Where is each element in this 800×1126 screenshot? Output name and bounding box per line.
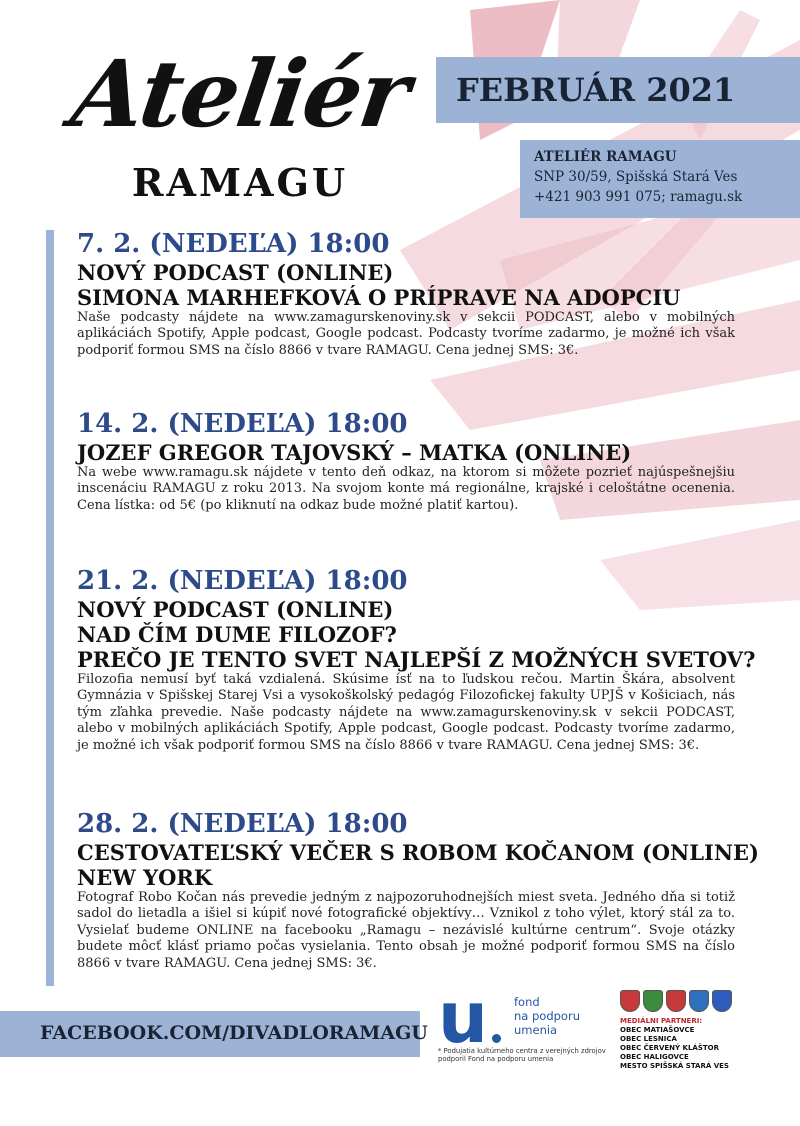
facebook-link[interactable]: FACEBOOK.COM/DIVADLORAMAGU	[40, 1022, 428, 1044]
fond-logo-text	[514, 995, 614, 1037]
logo-subtitle: RAMAGU	[131, 160, 349, 205]
event-description: Naše podcasty nájdete na www.zamagurskenoviny.sk v sekcii PODCAST, alebo v mobilných aplikáciách Spotify, Apple podcast, Google podcast. Podcasty tvoríme zadarmo, je možné ich však podporiť formou SMS na číslo 8866 v tvare RAMAGU. Cena jednej SMS: 3€.	[77, 310, 735, 358]
crest-icon	[620, 990, 640, 1012]
event-title: PREČO JE TENTO SVET NAJLEPŠÍ Z MOŽNÝCH SVETOV?	[77, 647, 756, 672]
media-partners	[620, 1017, 800, 1071]
address-street: SNP 30/59, Spišská Stará Ves	[534, 169, 738, 185]
crest-icon	[666, 990, 686, 1012]
fond-logo-dot	[492, 1034, 501, 1043]
address-box	[520, 140, 800, 218]
month-banner	[436, 57, 800, 123]
event-date: 28. 2. (NEDEĽA) 18:00	[77, 809, 408, 839]
fond-line: fond	[514, 995, 540, 1009]
partner-name: OBEC LESNICA	[620, 1035, 677, 1043]
fond-line: umenia	[514, 1023, 558, 1037]
event-title: NEW YORK	[77, 865, 213, 890]
fond-note: * Podujatia kultúrneho centra z verejných zdrojov podporil Fond na podporu umenia	[438, 1047, 606, 1064]
address-contact: +421 903 991 075; ramagu.sk	[534, 189, 743, 205]
partner-name: OBEC MATIAŠOVCE	[620, 1026, 695, 1034]
event-item	[77, 808, 759, 972]
event-date: 7. 2. (NEDEĽA) 18:00	[77, 229, 390, 259]
fond-line: na podporu	[514, 1009, 580, 1023]
event-date: 14. 2. (NEDEĽA) 18:00	[77, 409, 408, 439]
event-title: NOVÝ PODCAST (ONLINE)	[77, 597, 394, 622]
event-description: Filozofia nemusí byť taká vzdialená. Skúsime ísť na to ľudskou rečou. Martin Škára, absolvent Gymnázia v Spišskej Starej Vsi a vysokoškolský pedagóg Filozofickej fakulty UPJŠ v Košiciach, nás tým zľahka prevedie. Naše podcasty nájdete na www.zamagurskenoviny.sk v sekcii PODCAST, alebo v mobilných aplikáciách Spotify, Apple podcast, Google podcast. Podcasty tvoríme zadarmo, je možné ich však podporiť formou SMS na číslo 8866 v tvare RAMAGU. Cena jednej SMS: 3€.	[77, 672, 735, 753]
event-description: Fotograf Robo Kočan nás prevedie jedným z najpozoruhodnejších miest sveta. Jedného dňa si totiž sadol do lietadla a išiel si kúpiť nové fotografické objektívy… Vznikol z toho výlet, ktorý stál za to. Vysielať budeme ONLINE na facebooku „Ramagu – nezávislé kultúrne centrum“. Svoje otázky budete môcť klásť priamo počas vysielania. Tento obsah je možné podporiť formou SMS na číslo 8866 v tvare RAMAGU. Cena jednej SMS: 3€.	[77, 890, 735, 971]
logo-script: Ateliér	[65, 40, 415, 148]
partner-name: MESTO SPIŠSKÁ STARÁ VES	[620, 1062, 729, 1070]
event-title: CESTOVATEĽSKÝ VEČER S ROBOM KOČANOM (ONLINE)	[77, 840, 759, 865]
event-item	[77, 565, 756, 754]
partners-title: MEDIÁLNI PARTNERI:	[620, 1017, 703, 1025]
side-accent-bar	[46, 230, 54, 986]
facebook-banner	[0, 1011, 428, 1057]
event-description: Na webe www.ramagu.sk nájdete v tento deň odkaz, na ktorom si môžete pozrieť najúspešnejšiu inscenáciu RAMAGU z roku 2013. Na svojom konte má regionálne, krajské i celoštátne ocenenia. Cena lístka: od 5€ (po kliknutí na odkaz bude možné platiť kartou).	[77, 465, 735, 513]
municipal-crests	[620, 990, 740, 1014]
crest-icon	[712, 990, 732, 1012]
event-item	[77, 408, 737, 514]
partner-name: OBEC ČERVENÝ KLÁŠTOR	[620, 1044, 719, 1052]
event-title: SIMONA MARHEFKOVÁ O PRÍPRAVE NA ADOPCIU	[77, 285, 681, 310]
month-title: FEBRUÁR 2021	[456, 71, 736, 109]
fond-logo-letter: u	[438, 977, 488, 1059]
event-title: NAD ČÍM DUME FILOZOF?	[77, 622, 397, 647]
event-date: 21. 2. (NEDEĽA) 18:00	[77, 566, 408, 596]
crest-icon	[689, 990, 709, 1012]
event-title: NOVÝ PODCAST (ONLINE)	[77, 260, 394, 285]
event-title: JOZEF GREGOR TAJOVSKÝ – MATKA (ONLINE)	[77, 440, 632, 465]
address-name: ATELIÉR RAMAGU	[534, 149, 677, 165]
event-item	[77, 228, 737, 359]
crest-icon	[643, 990, 663, 1012]
partner-name: OBEC HALIGOVCE	[620, 1053, 689, 1061]
